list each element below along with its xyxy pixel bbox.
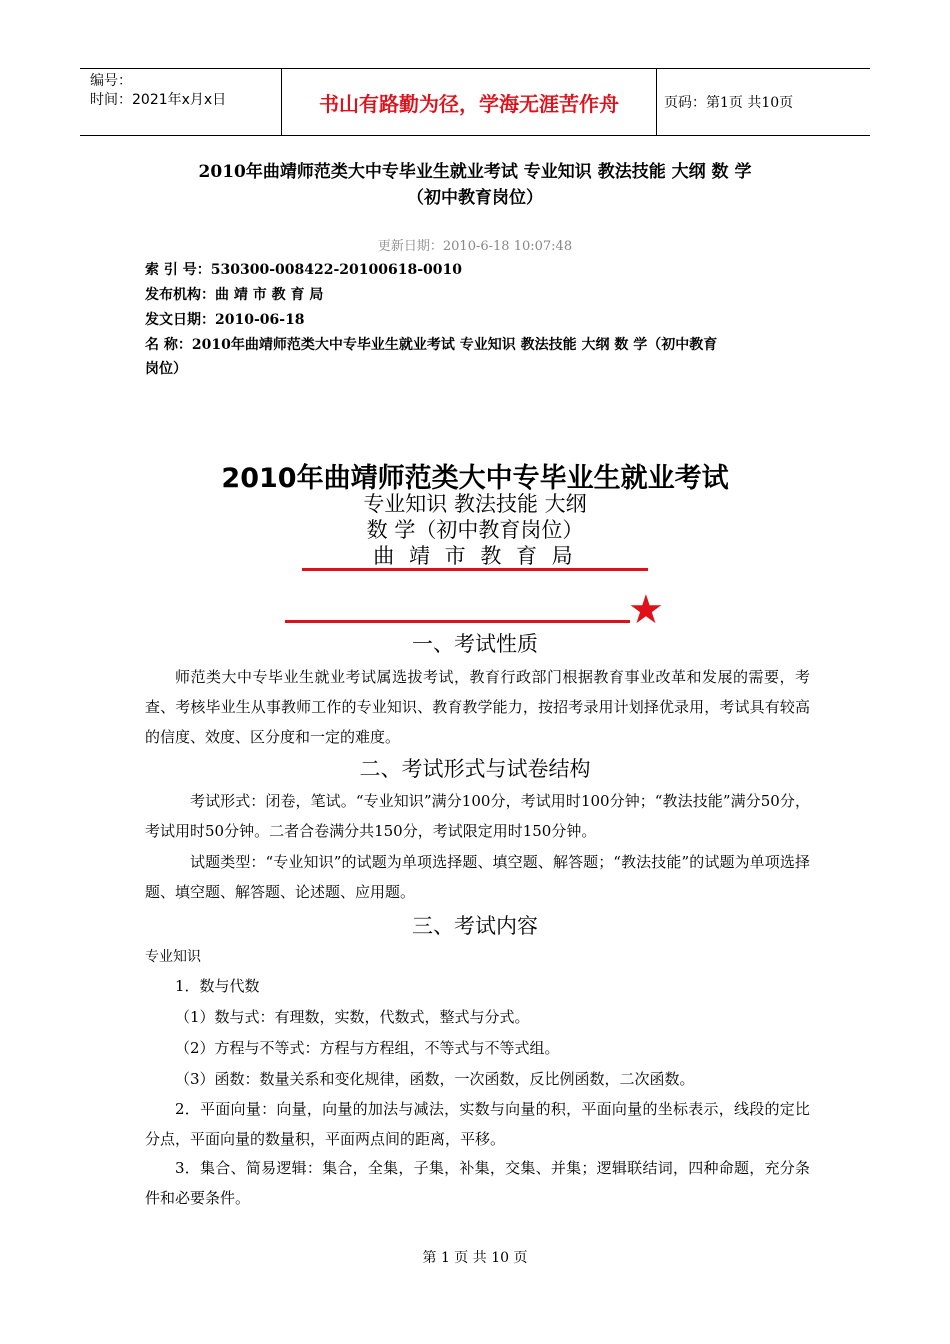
banner-subtitle: 专业知识 教法技能 大纲: [363, 492, 587, 516]
document-name: 名 称：2010年曲靖师范类大中专毕业生就业考试 专业知识 教法技能 大纲 数 学（初中教育: [145, 337, 718, 353]
list-item: 2．平面向量：向量，向量的加法与减法，实数与向量的积，平面向量的坐标表示，线段的定比分点，平面向量的数量积，平面两点间的距离，平移。: [145, 1100, 810, 1148]
page-info: 页码：第1页 共10页: [664, 95, 794, 111]
section-heading: 三、考试内容: [412, 914, 538, 938]
banner-issuer: 曲 靖 市 教 育 局: [373, 544, 577, 568]
paragraph: 考试形式：闭卷，笔试。“专业知识”满分100分，考试用时100分钟；“教法技能”满分50分，考试用时50分钟。二者合卷满分共150分，考试限定用时150分钟。: [145, 792, 810, 840]
banner-title: 2010年曲靖师范类大中专毕业生就业考试: [221, 463, 729, 494]
update-date: 更新日期：2010-6-18 10:07:48: [377, 239, 573, 254]
header-bottom-rule: [80, 135, 870, 136]
list-item: （3）函数：数量关系和变化规律，函数，一次函数，反比例函数，二次函数。: [175, 1070, 695, 1088]
document-title-line2: （初中教育岗位）: [407, 188, 543, 208]
star-icon: ★: [628, 587, 664, 633]
list-item: （2）方程与不等式：方程与方程组，不等式与不等式组。: [175, 1039, 560, 1057]
banner-subject: 数 学（初中教育岗位）: [366, 518, 584, 542]
motto: 书山有路勤为径，学海无涯苦作舟: [319, 92, 619, 116]
number-label: 编号：: [90, 73, 132, 89]
time-label: 时间：2021年x月x日: [90, 92, 227, 108]
page-footer: 第 1 页 共 10 页: [422, 1250, 528, 1266]
document-title: 2010年曲靖师范类大中专毕业生就业考试 专业知识 教法技能 大纲 数 学: [198, 162, 752, 182]
index-number: 索 引 号：530300-008422-20100618-0010: [145, 262, 462, 278]
document-name-line2: 岗位）: [145, 361, 187, 377]
header-divider: [656, 68, 657, 136]
subsection-label: 专业知识: [145, 949, 201, 965]
list-item: 3．集合、简易逻辑：集合，全集，子集，补集，交集、并集；逻辑联结词，四种命题，充分条件和必要条件。: [145, 1159, 810, 1207]
list-item: （1）数与式：有理数，实数，代数式，整式与分式。: [175, 1008, 530, 1026]
section-heading: 一、考试性质: [412, 632, 538, 656]
red-rule-with-star: [285, 620, 630, 623]
section-heading: 二、考试形式与试卷结构: [359, 757, 591, 781]
publisher: 发布机构：曲 靖 市 教 育 局: [145, 287, 324, 303]
header-top-rule: [80, 68, 870, 69]
paragraph: 师范类大中专毕业生就业考试属选拔考试，教育行政部门根据教育事业改革和发展的需要，考查、考核毕业生从事教师工作的专业知识、教育教学能力，按招考录用计划择优录用，考试具有较高的信度、效度、区分度和一定的难度。: [145, 668, 810, 746]
list-item: 1．数与代数: [175, 977, 260, 995]
red-rule: [302, 568, 648, 571]
paragraph: 试题类型：“专业知识”的试题为单项选择题、填空题、解答题；“教法技能”的试题为单项选择题、填空题、解答题、论述题、应用题。: [145, 853, 810, 901]
issue-date: 发文日期：2010-06-18: [145, 312, 305, 328]
